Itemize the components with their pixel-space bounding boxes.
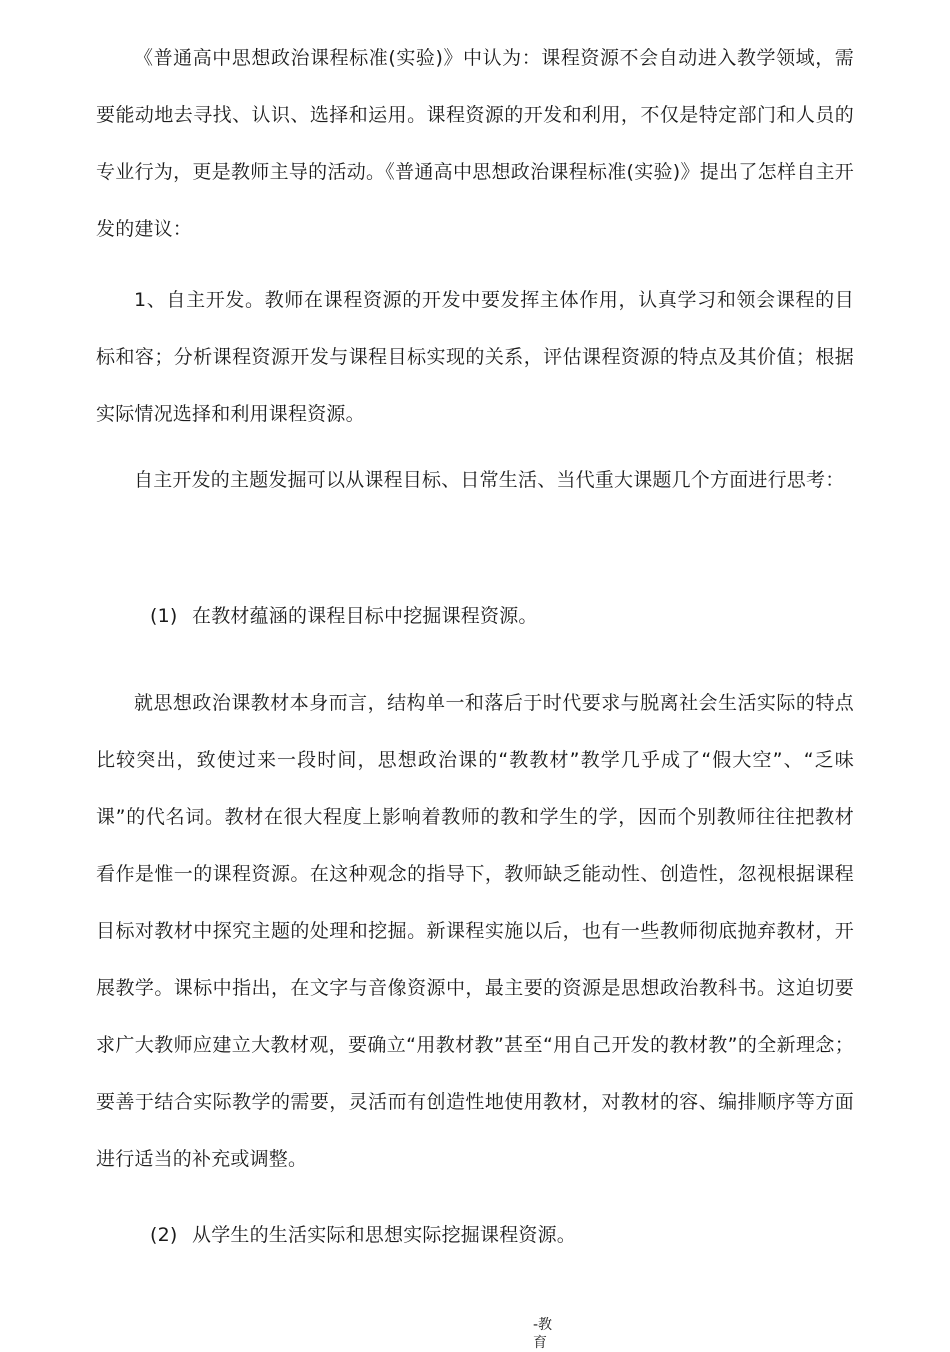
paragraph-theme-discovery: 自主开发的主题发掘可以从课程目标、日常生活、当代重大课题几个方面进行思考： [134, 469, 845, 491]
list-item-text: 从学生的生活实际和思想实际挖掘课程资源。 [192, 1224, 577, 1246]
list-item-2 [150, 1220, 850, 1250]
list-item-number: (1) [150, 605, 178, 627]
paragraph-curriculum-standard: 《普通高中思想政治课程标准(实验)》中认为：课程资源不会自动进入教学领域，需要能动地去寻找、认识、选择和运用。课程资源的开发和利用，不仅是特定部门和人员的专业行为，更是教师主导的活动。《普通高中思想政治课程标准(实验)》提出了怎样自主开发的建议： [96, 47, 854, 240]
page-footer: -教育 [533, 1317, 553, 1351]
list-item-1 [150, 601, 850, 631]
list-item-number: (2) [150, 1224, 178, 1246]
list-item-text: 在教材蕴涵的课程目标中挖掘课程资源。 [192, 605, 538, 627]
paragraph-textbook-analysis: 就思想政治课教材本身而言，结构单一和落后于时代要求与脱离社会生活实际的特点比较突出，致使过来一段时间，思想政治课的“教教材”教学几乎成了“假大空”、“乏味课”的代名词。教材在很大程度上影响着教师的教和学生的学，因而个别教师往往把教材看作是惟一的课程资源。在这种观念的指导下，教师缺乏能动性、创造性，忽视根据课程目标对教材中探究主题的处理和挖掘。新课程实施以后，也有一些教师彻底抛弃教材，开展教学。课标中指出，在文字与音像资源中，最主要的资源是思想政治教科书。这迫切要求广大教师应建立大教材观，要确立“用教材教”甚至“用自己开发的教材教”的全新理念；要善于结合实际教学的需要，灵活而有创造性地使用教材，对教材的容、编排顺序等方面进行适当的补充或调整。 [96, 692, 854, 1170]
paragraph-self-development: 1、自主开发。教师在课程资源的开发中要发挥主体作用，认真学习和领会课程的目标和容；分析课程资源开发与课程目标实现的关系，评估课程资源的特点及其价值；根据实际情况选择和利用课程资源。 [96, 289, 854, 425]
